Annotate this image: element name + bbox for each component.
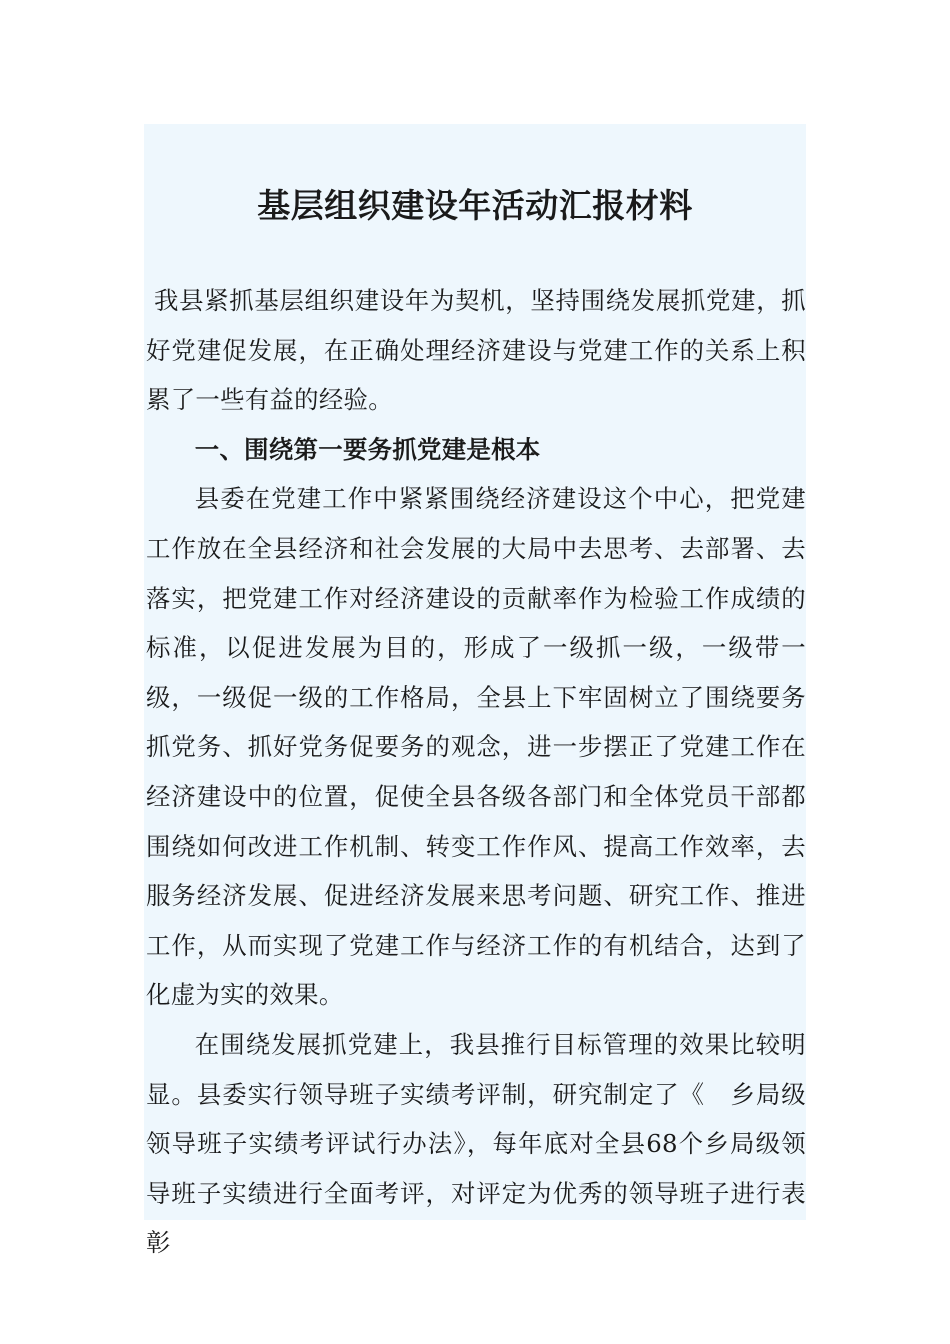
document-body xyxy=(146,276,806,1268)
body-paragraph: 在围绕发展抓党建上，我县推行目标管理的效果比较明显。县委实行领导班子实绩考评制，研究制定了《 乡局级领导班子实绩考评试行办法》，每年底对全县68个乡局级领导班子实绩进行全面考评，对评定为优秀的领导班子进行表彰 xyxy=(146,1029,806,1258)
intro-paragraph: 我县紧抓基层组织建设年为契机，坚持围绕发展抓党建，抓好党建促发展，在正确处理经济建设与党建工作的关系上积累了一些有益的经验。 xyxy=(146,286,806,415)
section-heading: 一、围绕第一要务抓党建是根本 xyxy=(194,434,541,464)
body-paragraph: 县委在党建工作中紧紧围绕经济建设这个中心，把党建工作放在全县经济和社会发展的大局中去思考、去部署、去落实，把党建工作对经济建设的贡献率作为检验工作成绩的标准，以促进发展为目的，形成了一级抓一级，一级带一级，一级促一级的工作格局，全县上下牢固树立了围绕要务抓党务、抓好党务促要务的观念，进一步摆正了党建工作在经济建设中的位置，促使全县各级各部门和全体党员干部都围绕如何改进工作机制、转变工作作风、提高工作效率，去服务经济发展、促进经济发展来思考问题、研究工作、推进工作，从而实现了党建工作与经济工作的有机结合，达到了化虚为实的效果。 xyxy=(146,484,806,1010)
document-title: 基层组织建设年活动汇报材料 xyxy=(257,186,693,225)
document-page xyxy=(144,124,806,1258)
